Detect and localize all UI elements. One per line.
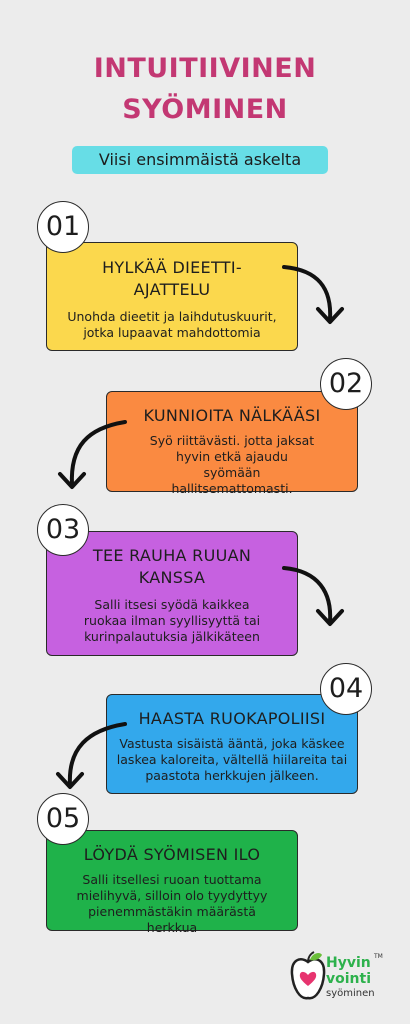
title-line-2: SYÖMINEN — [122, 94, 288, 125]
step-title-1: HYLKÄÄ DIEETTI-AJATTELU — [102, 258, 242, 299]
logo-trademark: TM — [374, 953, 383, 960]
step-text-5: Salli itsellesi ruoan tuottama mielihyvä, silloin olo tyydyttyy pienemmästäkin määrästä herkkua — [76, 872, 268, 935]
brand-logo — [290, 950, 400, 1008]
subtitle-badge: Viisi ensimmäistä askelta — [72, 146, 328, 174]
step-title-4: HAASTA RUOKAPOLIISI — [138, 709, 326, 728]
step-number-2: 02 — [320, 358, 372, 410]
logo-text-line-2: vointi — [326, 971, 372, 987]
step-text-4: Vastusta sisäistä ääntä, joka käskee laskea kaloreita, vältellä hiilareita tai paastota herkkujen jälkeen. — [116, 736, 348, 783]
step-text-2: Syö riittävästi. jotta jaksat hyvin etkä ajaudu syömään hallitsemattomasti. — [149, 433, 315, 496]
apple-heart-icon — [290, 950, 326, 1008]
title-line-1: INTUITIIVINEN — [93, 53, 317, 84]
step-text-1: Unohda dieetit ja laihdutuskuurit, jotka lupaavat mahdottomia — [67, 309, 277, 340]
arrow-2-to-3 — [72, 422, 125, 485]
step-number-5: 05 — [37, 793, 89, 845]
step-text-3: Salli itsesi syödä kaikkea ruokaa ilman syyllisyyttä tai kurinpalautuksia jälkikäteen — [83, 597, 261, 644]
step-title-3: TEE RAUHA RUUAN KANSSA — [92, 546, 252, 587]
logo-text-line-3: syöminen — [326, 988, 375, 999]
step-number-1: 01 — [37, 201, 89, 253]
step-number-3: 03 — [37, 504, 89, 556]
step-title-2: KUNNIOITA NÄLKÄÄSI — [143, 406, 321, 425]
step-number-4: 04 — [320, 663, 372, 715]
logo-text-line-1: Hyvin — [326, 955, 371, 971]
step-title-5: LÖYDÄ SYÖMISEN ILO — [83, 845, 261, 864]
